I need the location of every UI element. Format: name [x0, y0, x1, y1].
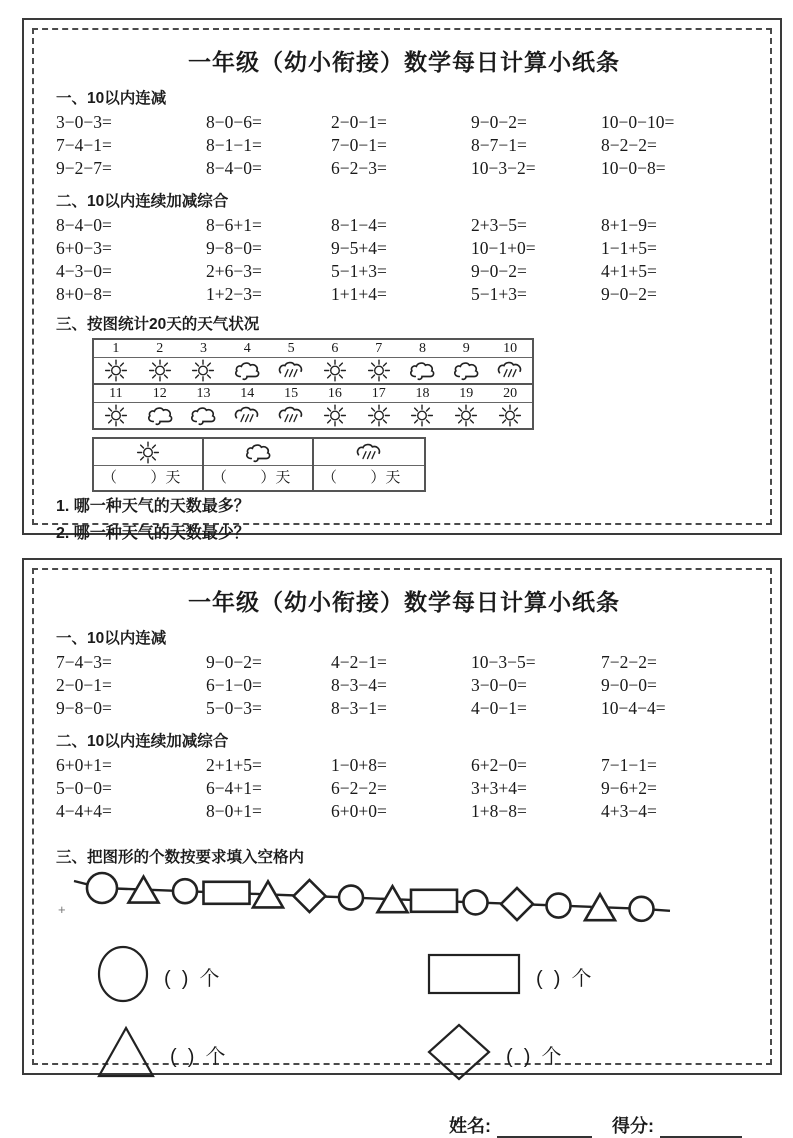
- math-problem: 1+2−3=: [206, 284, 262, 304]
- diamond-shape: [426, 1023, 492, 1086]
- math-problem: 8−6+1=: [206, 215, 262, 235]
- weather-day-cell: [444, 404, 488, 427]
- shape-count-item: [96, 944, 426, 1009]
- circle-shape: [173, 879, 197, 903]
- weather-day-cell: [94, 404, 138, 427]
- worksheet-title: 一年级（幼小衔接）数学每日计算小纸条: [188, 589, 620, 615]
- rain-icon: [354, 441, 384, 464]
- shape-count-blanks: [96, 944, 752, 1086]
- math-problem: 4+3−4=: [601, 801, 657, 821]
- weather-day-number: 10: [503, 341, 518, 356]
- math-problem: 8+1−9=: [601, 215, 657, 235]
- question-2: 2. 哪一种天气的天数最少？: [56, 525, 250, 542]
- math-problem: 8−7−1=: [471, 135, 527, 155]
- math-problem: 1+8−8=: [471, 801, 527, 821]
- weather-day-cell: [401, 404, 445, 427]
- math-problem: 8−3−1=: [331, 698, 387, 718]
- score-label: 得分:: [612, 1116, 654, 1136]
- shape-chain: [72, 871, 752, 938]
- math-problem: 6−1−0=: [206, 675, 262, 695]
- math-problem: 3−0−3=: [56, 112, 112, 132]
- weather-day-number: 9: [462, 341, 470, 356]
- rect-shape: [411, 890, 457, 912]
- math-problem: 5−1+3=: [471, 284, 527, 304]
- sun-icon: [495, 404, 525, 427]
- math-problem: 8−2−2=: [601, 135, 657, 155]
- math-problem: 10−1+0=: [471, 238, 536, 258]
- summary-column: [204, 439, 314, 490]
- cloud-icon: [243, 441, 273, 464]
- math-problem: 8−1−4=: [331, 215, 387, 235]
- days-count-blank: （ ）天: [102, 469, 181, 486]
- math-problem: 8+0−8=: [56, 284, 112, 304]
- math-problem: 8−4−0=: [56, 215, 112, 235]
- worksheet-page-1: [22, 18, 782, 542]
- math-problem: 9−5+4=: [331, 238, 387, 258]
- question-1: 1. 哪一种天气的天数最多？: [56, 498, 250, 515]
- math-problem: 8−4−0=: [206, 158, 262, 178]
- sun-icon: [188, 359, 218, 382]
- weather-day-number: 1: [112, 341, 120, 356]
- rect-shape: [204, 882, 250, 904]
- weather-day-cell: [138, 404, 182, 427]
- math-problem: 4−4+4=: [56, 801, 112, 821]
- count-blank: ( ) 个: [170, 1046, 226, 1068]
- sun-icon: [364, 359, 394, 382]
- weather-day-cell: [94, 359, 138, 382]
- math-problem: 4−0−1=: [471, 698, 527, 718]
- math-problem: 5−0−3=: [206, 698, 262, 718]
- weather-day-cell: [357, 359, 401, 382]
- weather-day-number: 11: [109, 386, 123, 401]
- weather-day-number: 13: [196, 386, 211, 401]
- count-blank: ( ) 个: [506, 1046, 562, 1068]
- math-problem: 9−6+2=: [601, 778, 657, 798]
- math-problem: 2+1+5=: [206, 755, 262, 775]
- rain-icon: [314, 439, 424, 466]
- worksheet-1-dashed-frame: [32, 28, 772, 542]
- rain-icon: [232, 404, 262, 427]
- sun-icon: [133, 441, 163, 464]
- cloud-icon: [188, 404, 218, 427]
- worksheet-page-2: [22, 558, 782, 1136]
- weather-day-number: 19: [459, 386, 474, 401]
- math-problem: 10−0−8=: [601, 158, 666, 178]
- worksheet-title: 一年级（幼小衔接）数学每日计算小纸条: [188, 49, 620, 75]
- math-problem: 1−0+8=: [331, 755, 387, 775]
- cloud-icon: [232, 359, 262, 382]
- weather-day-number: 3: [199, 341, 207, 356]
- subtraction-problems-grid: [56, 111, 752, 180]
- math-problem: 10−3−2=: [471, 158, 536, 178]
- section-2-heading: 二、10以内连续加减综合: [56, 193, 229, 210]
- sun-icon: [320, 404, 350, 427]
- triangle-shape: [96, 1025, 156, 1084]
- circle-shape: [630, 897, 654, 921]
- section-3-heading: 三、把图形的个数按要求填入空格内: [56, 849, 305, 866]
- name-label: 姓名:: [449, 1116, 491, 1136]
- weather-day-cell: [138, 359, 182, 382]
- weather-day-number: 8: [418, 341, 426, 356]
- math-problem: 4+1+5=: [601, 261, 657, 281]
- rain-icon: [276, 404, 306, 427]
- sun-icon: [94, 439, 202, 466]
- math-problem: 9−2−7=: [56, 158, 112, 178]
- math-problem: 8−0−6=: [206, 112, 262, 132]
- section-2-heading: 二、10以内连续加减综合: [56, 733, 229, 750]
- math-problem: 1+1+4=: [331, 284, 387, 304]
- math-problem: 7−4−3=: [56, 652, 112, 672]
- cloud-icon: [451, 359, 481, 382]
- summary-column: [314, 439, 424, 490]
- mixed-problems-grid: [56, 214, 752, 306]
- section-3-heading: 三、按图统计20天的天气状况: [56, 316, 260, 333]
- math-problem: 2+6−3=: [206, 261, 262, 281]
- weather-day-number: 15: [284, 386, 299, 401]
- math-problem: 9−0−0=: [601, 675, 657, 695]
- math-problem: 10−0−10=: [601, 112, 675, 132]
- math-problem: 8−3−4=: [331, 675, 387, 695]
- sun-icon: [101, 404, 131, 427]
- score-blank: [660, 1121, 742, 1138]
- math-problem: 6+0+1=: [56, 755, 112, 775]
- math-problem: 6+0+0=: [331, 801, 387, 821]
- sun-icon: [320, 359, 350, 382]
- scan-artifact-plus: +: [58, 902, 66, 917]
- math-problem: 1−1+5=: [601, 238, 657, 258]
- math-problem: 5−0−0=: [56, 778, 112, 798]
- weather-day-cell: [269, 359, 313, 382]
- weather-summary-table: [92, 437, 426, 492]
- count-blank: ( ) 个: [164, 968, 220, 990]
- math-problem: 2−0−1=: [56, 675, 112, 695]
- weather-day-number: 4: [243, 341, 251, 356]
- math-problem: 10−4−4=: [601, 698, 666, 718]
- weather-day-cell: [401, 359, 445, 382]
- weather-day-number: 14: [240, 386, 255, 401]
- shape-count-item: [426, 944, 752, 1009]
- weather-day-cell: [357, 404, 401, 427]
- math-problem: 6−2−3=: [331, 158, 387, 178]
- math-problem: 6−4+1=: [206, 778, 262, 798]
- weather-day-number: 20: [503, 386, 518, 401]
- sun-icon: [364, 404, 394, 427]
- math-problem: 4−2−1=: [331, 652, 387, 672]
- math-problem: 3−0−0=: [471, 675, 527, 695]
- days-count-blank: （ ）天: [322, 469, 401, 486]
- weather-day-cell: [269, 404, 313, 427]
- math-problem: 9−8−0=: [206, 238, 262, 258]
- math-problem: 8−1−1=: [206, 135, 262, 155]
- weather-day-cell: [313, 359, 357, 382]
- weather-day-number: 16: [327, 386, 342, 401]
- worksheet-2-dashed-frame: [32, 568, 772, 1136]
- weather-icon-row: [94, 403, 532, 428]
- shape-count-item: [96, 1023, 426, 1086]
- circle-shape: [547, 894, 571, 918]
- cloud-icon: [145, 404, 175, 427]
- weather-day-number-row: [94, 385, 532, 403]
- weather-day-number-row: [94, 340, 532, 358]
- sun-icon: [451, 404, 481, 427]
- weather-day-cell: [182, 359, 226, 382]
- weather-day-cell: [313, 404, 357, 427]
- rain-icon: [495, 359, 525, 382]
- weather-day-cell: [488, 359, 532, 382]
- count-blank: ( ) 个: [536, 968, 592, 990]
- diamond-shape: [294, 880, 326, 912]
- circle-shape: [464, 890, 488, 914]
- math-problem: 9−0−2=: [206, 652, 262, 672]
- diamond-shape: [501, 888, 533, 920]
- shape-count-item: [426, 1023, 752, 1086]
- math-problem: 9−0−2=: [601, 284, 657, 304]
- weather-table: [92, 338, 534, 430]
- weather-day-cell: [225, 404, 269, 427]
- math-problem: 2+3−5=: [471, 215, 527, 235]
- math-problem: 8−0+1=: [206, 801, 262, 821]
- name-blank: [497, 1121, 592, 1138]
- weather-day-cell: [225, 359, 269, 382]
- math-problem: 6−2−2=: [331, 778, 387, 798]
- rain-icon: [276, 359, 306, 382]
- weather-icon-row: [94, 358, 532, 385]
- math-problem: 2−0−1=: [331, 112, 387, 132]
- section-1-heading: 一、10以内连减: [56, 90, 167, 107]
- math-problem: 9−0−2=: [471, 261, 527, 281]
- summary-column: [94, 439, 204, 490]
- math-problem: 7−4−1=: [56, 135, 112, 155]
- math-problem: 5−1+3=: [331, 261, 387, 281]
- math-problem: 7−2−2=: [601, 652, 657, 672]
- weather-day-number: 5: [287, 341, 295, 356]
- math-problem: 6+0−3=: [56, 238, 112, 258]
- sun-icon: [101, 359, 131, 382]
- weather-day-number: 6: [331, 341, 339, 356]
- math-problem: 4−3−0=: [56, 261, 112, 281]
- math-problem: 6+2−0=: [471, 755, 527, 775]
- math-problem: 10−3−5=: [471, 652, 536, 672]
- cloud-icon: [204, 439, 312, 466]
- circle-shape: [339, 886, 363, 910]
- math-problem: 7−0−1=: [331, 135, 387, 155]
- weather-day-cell: [444, 359, 488, 382]
- cloud-icon: [407, 359, 437, 382]
- math-problem: 9−0−2=: [471, 112, 527, 132]
- math-problem: 7−1−1=: [601, 755, 657, 775]
- days-count-blank: （ ）天: [212, 469, 291, 486]
- weather-day-number: 2: [156, 341, 164, 356]
- weather-day-cell: [488, 404, 532, 427]
- shape-chain-svg: [72, 871, 672, 933]
- weather-day-number: 17: [371, 386, 386, 401]
- circle-shape: [87, 873, 117, 903]
- weather-day-number: 12: [152, 386, 167, 401]
- math-problem: 9−8−0=: [56, 698, 112, 718]
- subtraction-problems-grid: [56, 651, 752, 720]
- circle-shape: [96, 944, 150, 1009]
- sun-icon: [407, 404, 437, 427]
- weather-day-number: 18: [415, 386, 430, 401]
- rect-shape: [426, 952, 522, 1001]
- sun-icon: [145, 359, 175, 382]
- weather-day-cell: [182, 404, 226, 427]
- weather-day-number: 7: [375, 341, 383, 356]
- section-1-heading: 一、10以内连减: [56, 630, 167, 647]
- mixed-problems-grid: [56, 754, 752, 823]
- math-problem: 3+3+4=: [471, 778, 527, 798]
